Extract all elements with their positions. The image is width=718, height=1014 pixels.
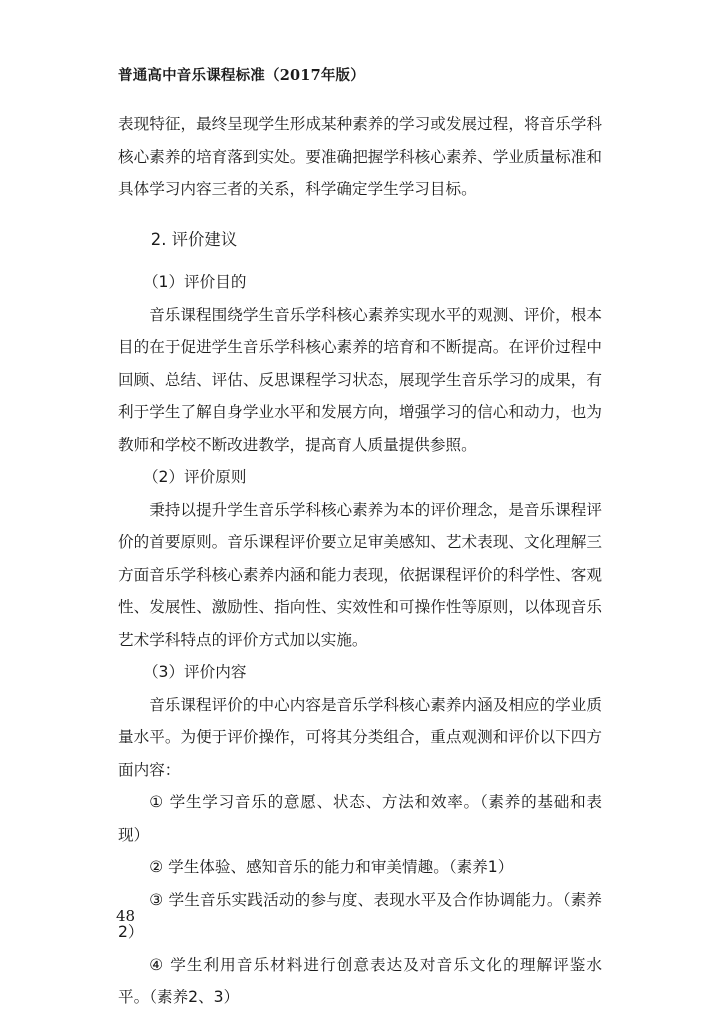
subheading-principle: （2）评价原则	[142, 468, 247, 486]
paragraph-content: 音乐课程评价的中心内容是音乐学科核心素养内涵及相应的学业质量水平。为便于评价操作，可将其分类组合，重点观测和评价以下四方面内容：	[118, 695, 602, 779]
page-number: 48	[116, 907, 136, 925]
paragraph-principle: 秉持以提升学生音乐学科核心素养为本的评价理念，是音乐课程评价的首要原则。音乐课程评价要立足审美感知、艺术表现、文化理解三方面音乐学科核心素养内涵和能力表现，依据课程评价的科学性、客观性、发展性、激励性、指向性、实效性和可操作性等原则，以体现音乐艺术学科特点的评价方式加以实施。	[118, 500, 602, 649]
running-header-title: 普通高中音乐课程标准（2017年版）	[118, 67, 365, 84]
list-item: ② 学生体验、感知音乐的能力和审美情趣。（素养1）	[149, 858, 514, 876]
continuation-paragraph: 表现特征，最终呈现学生形成某种素养的学习或发展过程，将音乐学科核心素养的培育落到实处。要准确把握学科核心素养、学业质量标准和具体学习内容三者的关系，科学确定学生学习目标。	[118, 115, 602, 198]
list-item: ④ 学生利用音乐材料进行创意表达及对音乐文化的理解评鉴水平。（素养2、3）	[118, 955, 602, 1006]
paragraph-purpose: 音乐课程围绕学生音乐学科核心素养实现水平的观测、评价，根本目的在于促进学生音乐学科核心素养的培育和不断提高。在评价过程中回顾、总结、评估、反思课程学习状态，展现学生音乐学习的成果，有利于学生了解自身学业水平和发展方向，增强学习的信心和动力，也为教师和学校不断改进教学，提高育人质量提供参照。	[118, 305, 602, 454]
list-item: ① 学生学习音乐的意愿、状态、方法和效率。（素养的基础和表现）	[118, 793, 602, 844]
subheading-content: （3）评价内容	[142, 663, 247, 681]
list-item: ③ 学生音乐实践活动的参与度、表现水平及合作协调能力。（素养2）	[118, 890, 602, 941]
subheading-purpose: （1）评价目的	[142, 273, 247, 291]
body-text	[118, 108, 602, 1014]
section-heading: 2. 评价建议	[150, 229, 238, 249]
